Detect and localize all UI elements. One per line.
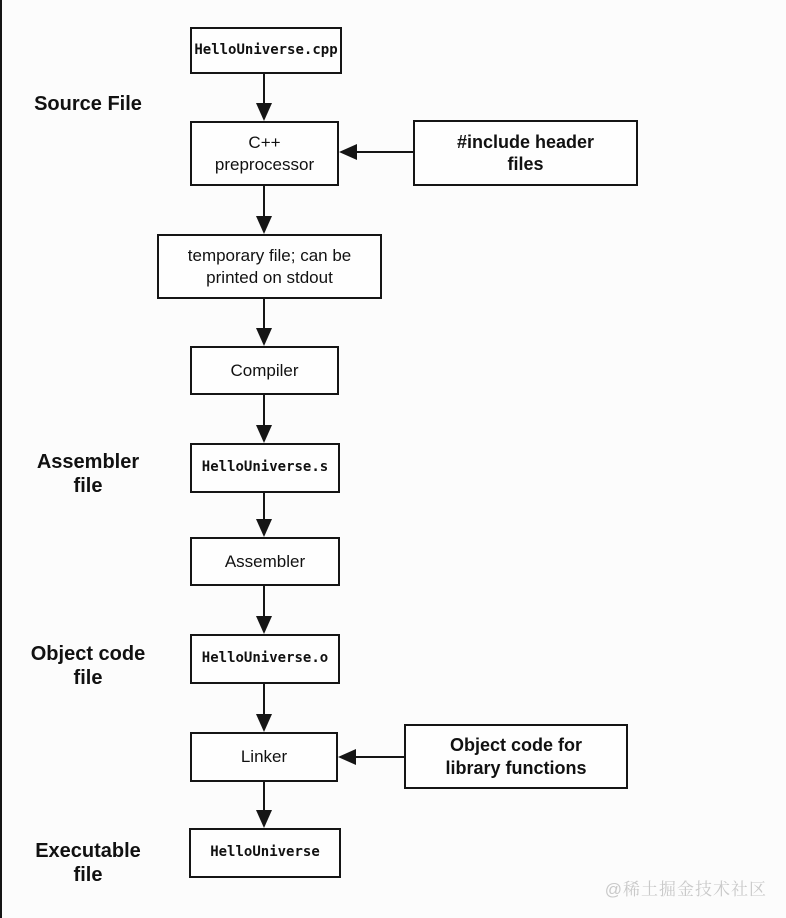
arrow-preprocessor-to-tempfile-line — [263, 186, 265, 217]
node-label: Object code for — [449, 735, 583, 755]
node-source-file-box — [190, 27, 342, 74]
node-label: HelloUniverse.cpp — [194, 41, 338, 58]
arrow-sfile-to-assembler-line — [263, 493, 265, 520]
arrow-linker-to-executable-head — [256, 810, 272, 828]
node-label: Assembler — [224, 551, 306, 571]
node-label: HelloUniverse — [210, 844, 320, 861]
node-label: Linker — [240, 747, 288, 767]
watermark-text: @稀土掘金技术社区 — [604, 880, 767, 899]
left-border-line — [0, 0, 2, 918]
arrow-headers-to-preprocessor-head — [339, 144, 357, 160]
node-include-headers-box — [413, 120, 638, 186]
node-label: Compiler — [230, 360, 299, 380]
node-temp-file-box — [157, 234, 382, 299]
stage-label-source-file — [14, 92, 162, 116]
stage-label-text: Object code — [30, 643, 146, 665]
node-assembler-box — [190, 537, 340, 586]
node-compiler-box — [190, 346, 339, 395]
arrow-cpp-to-preprocessor-head — [256, 103, 272, 121]
arrow-assembler-to-ofile-head — [256, 616, 272, 634]
stage-label-text: file — [73, 475, 103, 497]
arrow-library-to-linker-line — [356, 756, 404, 758]
arrow-sfile-to-assembler-head — [256, 519, 272, 537]
node-label: C++ — [248, 133, 281, 153]
arrow-cpp-to-preprocessor-line — [263, 74, 265, 104]
node-label: preprocessor — [214, 154, 315, 174]
node-label: HelloUniverse.o — [201, 650, 329, 667]
arrow-headers-to-preprocessor-line — [357, 151, 413, 153]
arrow-compiler-to-sfile-head — [256, 425, 272, 443]
node-executable-box — [189, 828, 341, 878]
arrow-ofile-to-linker-line — [263, 684, 265, 715]
arrow-preprocessor-to-tempfile-head — [256, 216, 272, 234]
node-preprocessor-box — [190, 121, 339, 186]
arrow-tempfile-to-compiler-line — [263, 299, 265, 329]
stage-label-assembler-file — [14, 450, 162, 498]
arrow-compiler-to-sfile-line — [263, 395, 265, 426]
node-label: temporary file; can be — [187, 246, 352, 266]
node-label: files — [507, 154, 544, 174]
stage-label-text: Source File — [34, 93, 142, 115]
stage-label-text: Executable — [35, 840, 141, 862]
stage-label-text: Assembler — [36, 451, 140, 473]
node-label: printed on stdout — [206, 267, 333, 287]
stage-label-executable-file — [14, 839, 162, 887]
stage-label-text: file — [73, 667, 103, 689]
node-assembler-file-box — [190, 443, 340, 493]
arrow-assembler-to-ofile-line — [263, 586, 265, 617]
arrow-tempfile-to-compiler-head — [256, 328, 272, 346]
stage-label-object-code-file — [14, 642, 162, 690]
node-object-file-box — [190, 634, 340, 684]
arrow-linker-to-executable-line — [263, 782, 265, 811]
node-linker-box — [190, 732, 338, 782]
arrow-library-to-linker-head — [338, 749, 356, 765]
node-label: HelloUniverse.s — [201, 459, 329, 476]
stage-label-text: file — [73, 864, 103, 886]
node-label: #include header — [456, 131, 595, 152]
arrow-ofile-to-linker-head — [256, 714, 272, 732]
node-label: library functions — [445, 757, 587, 778]
node-library-code-box — [404, 724, 628, 789]
